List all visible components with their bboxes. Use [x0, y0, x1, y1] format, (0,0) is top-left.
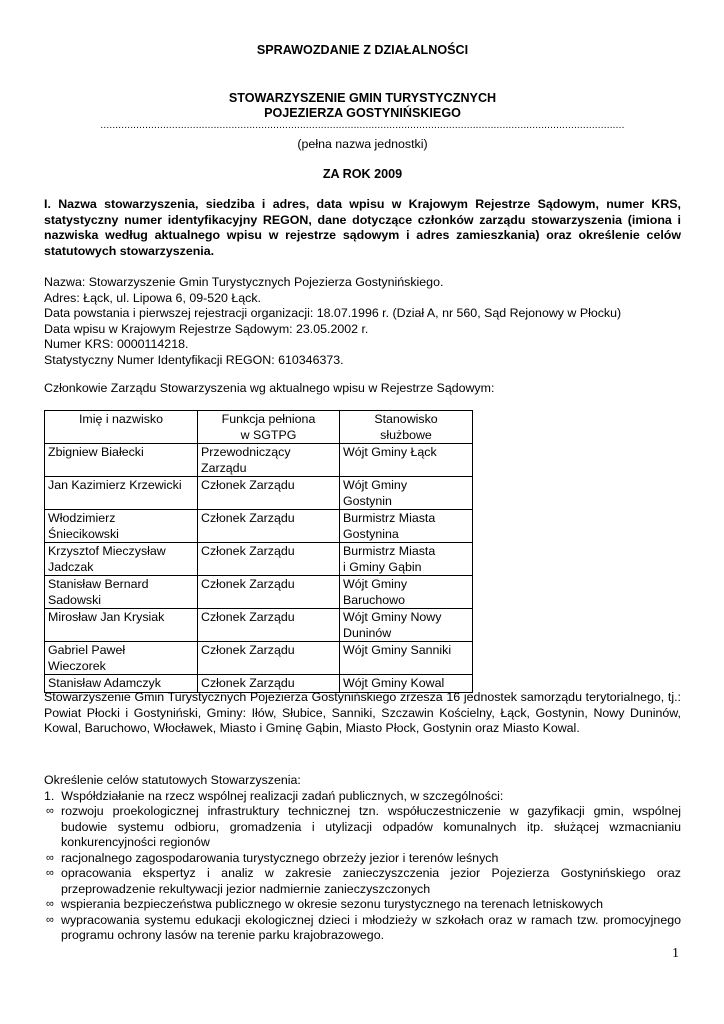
- bullet-infinity-icon: ∞: [46, 913, 54, 926]
- table-row: [45, 543, 473, 576]
- member-name: Krzysztof Mieczysław Jadczak: [45, 543, 198, 576]
- goal-text: wypracowania systemu edukacji ekologicznej dzieci i młodzieży w szkołach oraz w ramach tzw. promocyjnego programu ochrony lasów na terenie parku krajobrazowego.: [61, 912, 681, 942]
- info-founding-date: Data powstania i pierwszej rejestracji organizacji: 18.07.1996 r. (Dział A, nr 560, Sąd Rejonowy w Płocku): [44, 306, 622, 320]
- bullet-infinity-icon: ∞: [46, 867, 54, 879]
- goal-text: opracowania ekspertyz i analiz w zakresie zanieczyszczenia jezior Pojezierza Gostynińskiego oraz przeprowadzenie rekultywacji jezior nadmiernie zanieczyszczonych: [61, 866, 681, 896]
- full-name-caption: (pełna nazwa jednostki): [297, 137, 428, 151]
- organization-name-line1: STOWARZYSZENIE GMIN TURYSTYCZNYCH: [228, 91, 497, 105]
- bullet-infinity-icon: ∞: [46, 805, 54, 817]
- member-function: Członek Zarządu: [198, 609, 340, 642]
- goal-text: wspierania bezpieczeństwa publicznego w okresie sezonu turystycznego na terenach letniskowych: [61, 897, 604, 911]
- column-header-name: Imię i nazwisko: [45, 411, 198, 444]
- organization-info: [44, 275, 681, 368]
- member-name: Jan Kazimierz Krzewicki: [45, 477, 198, 510]
- member-position: Burmistrz Miasta Gostynina: [340, 510, 473, 543]
- list-item: [44, 913, 681, 944]
- member-name: Stanisław Bernard Sadowski: [45, 576, 198, 609]
- member-name: Włodzimierz Śniecikowski: [45, 510, 198, 543]
- info-name: Nazwa: Stowarzyszenie Gmin Turystycznych Pojezierza Gostynińskiego.: [44, 275, 444, 289]
- organization-name-line2: POJEZIERZA GOSTYNIŃSKIEGO: [264, 106, 461, 120]
- table-row: [45, 477, 473, 510]
- goal-text: racjonalnego zagospodarowania turystycznego obrzeży jezior i terenów leśnych: [61, 850, 499, 865]
- column-header-function: Funkcja pełniona w SGTPG: [198, 411, 340, 444]
- members-intro: Członkowie Zarządu Stowarzyszenia wg aktualnego wpisu w Rejestrze Sądowym:: [44, 381, 495, 395]
- table-row: [45, 444, 473, 477]
- statutory-goals: [44, 773, 681, 944]
- member-name: Mirosław Jan Krysiak: [45, 609, 198, 642]
- list-item: [44, 851, 681, 867]
- info-regon: Statystyczny Numer Identyfikacji REGON: 610346373.: [44, 352, 344, 367]
- info-krs-number: Numer KRS: 0000114218.: [44, 337, 189, 351]
- bullet-infinity-icon: ∞: [46, 898, 54, 910]
- member-position: Wójt Gminy Nowy Duninów: [340, 609, 473, 642]
- member-position: Wójt Gminy Baruchowo: [340, 576, 473, 609]
- member-position: Wójt Gminy Gostynin: [340, 477, 473, 510]
- table-row: [45, 576, 473, 609]
- report-year: ZA ROK 2009: [322, 167, 403, 181]
- table-header-row: [45, 411, 473, 444]
- info-address: Adres: Łąck, ul. Lipowa 6, 09-520 Łąck.: [44, 290, 261, 305]
- section1-heading: I. Nazwa stowarzyszenia, siedziba i adres, data wpisu w Krajowym Rejestrze Sądowym, numer KRS, statystyczny numer identyfikacyjny REGON, dane dotyczące członków zarządu stowarzyszenia (imiona i nazwiska według aktualnego wpisu w rejestrze sądowym i adres zamieszkania) oraz określenie celów statutowych stowarzyszenia.: [44, 197, 681, 258]
- table-row: [45, 642, 473, 675]
- member-name: Gabriel Paweł Wieczorek: [45, 642, 198, 675]
- dotted-line: ................................................................................................................................................................................: [100, 120, 625, 131]
- list-item: [44, 897, 681, 913]
- member-function: Członek Zarządu: [198, 642, 340, 675]
- info-krs-date: Data wpisu w Krajowym Rejestrze Sądowym: 23.05.2002 r.: [44, 321, 369, 336]
- member-position: Wójt Gminy Sanniki: [340, 642, 473, 675]
- members-table: [44, 410, 473, 693]
- goals-intro: Określenie celów statutowych Stowarzyszenia:: [44, 773, 301, 787]
- goals-item-1: 1. Współdziałanie na rzecz wspólnej realizacji zadań publicznych, w szczególności:: [44, 788, 504, 803]
- member-name: Stanisław Adamczyk: [45, 675, 198, 693]
- list-item: [44, 804, 681, 851]
- table-row: [45, 609, 473, 642]
- member-function: Członek Zarządu: [198, 510, 340, 543]
- member-function: Członek Zarządu: [198, 576, 340, 609]
- table-row: [45, 510, 473, 543]
- goals-bullet-list: [44, 804, 681, 944]
- page-number: 1: [672, 946, 679, 961]
- member-position: Wójt Gminy Łąck: [340, 444, 473, 477]
- member-position: Burmistrz Miasta i Gminy Gąbin: [340, 543, 473, 576]
- member-position: Wójt Gminy Kowal: [340, 675, 473, 693]
- member-name: Zbigniew Białecki: [45, 444, 198, 477]
- member-function: Członek Zarządu: [198, 477, 340, 510]
- goal-text: rozwoju proekologicznej infrastruktury technicznej tzn. współuczestniczenie w gazyfikacji gmin, wspólnej budowie systemu odbioru, gromadzenia i utylizacji odpadów komunalnych itp. służącej wzmacnianiu konkurencyjności regionów: [61, 804, 681, 849]
- list-item: [44, 866, 681, 897]
- report-title: SPRAWOZDANIE Z DZIAŁALNOŚCI: [256, 43, 469, 57]
- member-function: Członek Zarządu: [198, 675, 340, 693]
- member-function: Członek Zarządu: [198, 543, 340, 576]
- column-header-position: Stanowisko służbowe: [340, 411, 473, 444]
- member-function: Przewodniczący Zarządu: [198, 444, 340, 477]
- organization-name: [44, 91, 681, 121]
- bullet-infinity-icon: ∞: [46, 851, 54, 864]
- membership-summary: Stowarzyszenie Gmin Turystycznych Pojezierza Gostynińskiego zrzesza 16 jednostek samorządu terytorialnego, tj.: Powiat Płocki i Gostyniński, Gminy: Iłów, Słubice, Sanniki, Szczawin Kościelny, Łąck, Gostynin, Nowy Duninów, Kowal, Baruchowo, Włocławek, Miasto i Gminę Gąbin, Miasto Płock, Gostynin oraz Miasto Kowal.: [44, 690, 681, 735]
